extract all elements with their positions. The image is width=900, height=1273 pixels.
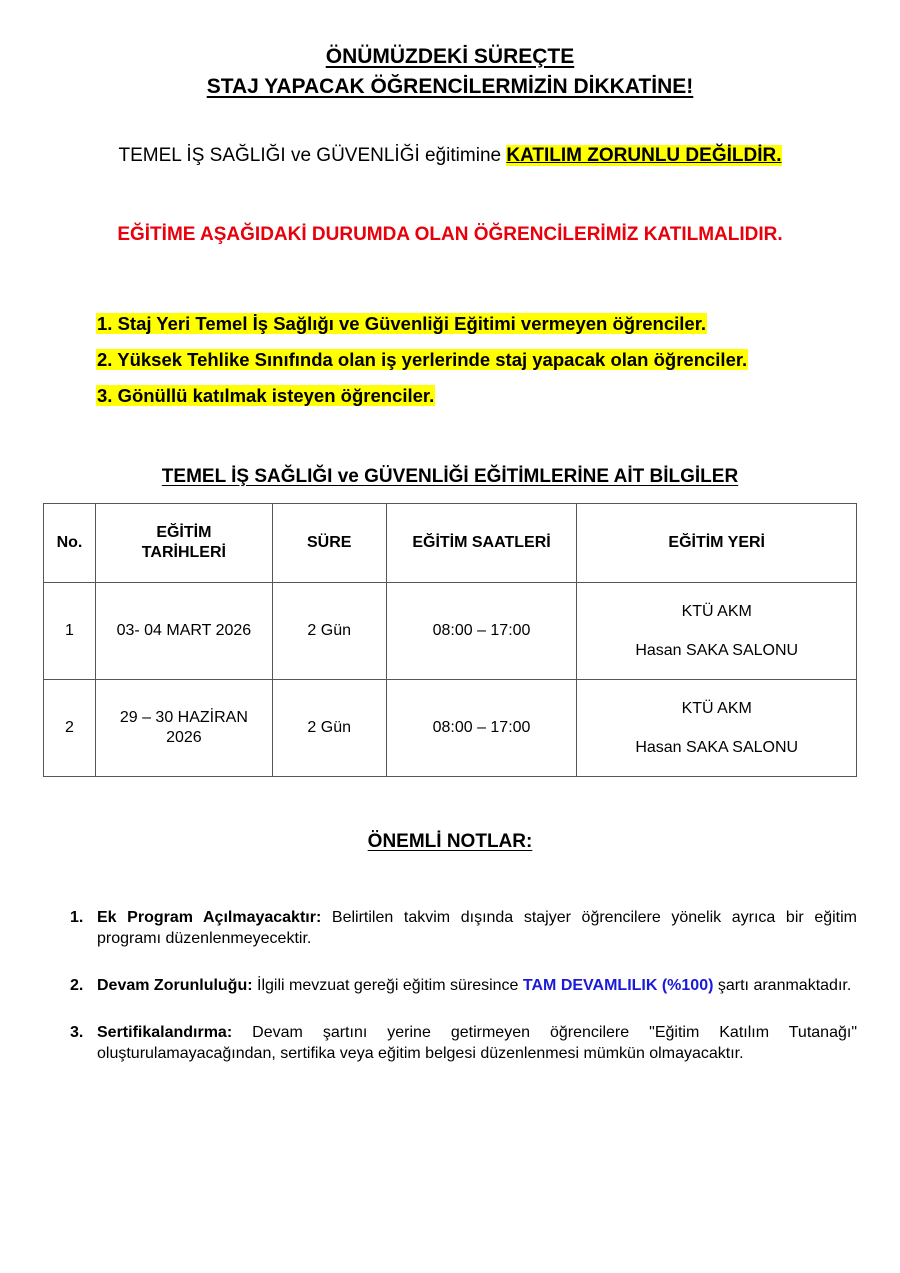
cell-no: 2: [44, 680, 96, 777]
requirement-item: 2. Yüksek Tehlike Sınıfında olan iş yerlerinde staj yapacak olan öğrenciler.: [97, 349, 748, 370]
table-row: [44, 583, 857, 680]
cell-dates: 03- 04 MART 2026: [95, 583, 272, 680]
note-item: 2. Devam Zorunluluğu: İlgili mevzuat gereği eğitim süresince TAM DEVAMLILIK (%100) şartı aranmaktadır.: [70, 977, 852, 994]
note-item: 1. Ek Program Açılmayacaktır: Belirtilen takvim dışında stajyer öğrencilere yönelik ayrıca bir eğitim programı düzenlenmeyecektir.: [70, 909, 858, 947]
cell-dates: 29 – 30 HAZİRAN 2026: [95, 680, 272, 777]
cell-duration: 2 Gün: [272, 680, 386, 777]
header-no: No.: [44, 504, 96, 583]
cell-hours: 08:00 – 17:00: [386, 680, 577, 777]
header-hours: EĞİTİM SAATLERİ: [386, 504, 577, 583]
training-info-table: [43, 503, 857, 777]
cell-place: KTÜ AKM Hasan SAKA SALONU: [577, 583, 857, 680]
table-row: [44, 680, 857, 777]
cell-duration: 2 Gün: [272, 583, 386, 680]
notes-section-title: ÖNEMLİ NOTLAR:: [367, 831, 533, 852]
cell-no: 1: [44, 583, 96, 680]
notes-list: [70, 907, 857, 1090]
document-title: [0, 42, 900, 102]
title-line-2: STAJ YAPACAK ÖĞRENCİLERMİZİN DİKKATİNE!: [206, 75, 694, 98]
requirement-item: 1. Staj Yeri Temel İş Sağlığı ve Güvenliği Eğitimi vermeyen öğrenciler.: [97, 313, 707, 334]
table-header-row: [44, 504, 857, 583]
attendance-emphasis: TAM DEVAMLILIK (%100): [522, 977, 714, 994]
intro-text: TEMEL İŞ SAĞLIĞI ve GÜVENLİĞİ eğitimine: [118, 145, 507, 166]
header-place: EĞİTİM YERİ: [577, 504, 857, 583]
header-dates: EĞİTİM TARİHLERİ: [95, 504, 272, 583]
header-duration: SÜRE: [272, 504, 386, 583]
cell-hours: 08:00 – 17:00: [386, 583, 577, 680]
table-section-title: TEMEL İŞ SAĞLIĞI ve GÜVENLİĞİ EĞİTİMLERİNE AİT BİLGİLER: [161, 466, 739, 487]
warning-text: EĞİTİME AŞAĞIDAKİ DURUMDA OLAN ÖĞRENCİLERİMİZ KATILMALIDIR.: [117, 224, 783, 245]
requirement-item: 3. Gönüllü katılmak isteyen öğrenciler.: [97, 385, 435, 406]
intro-highlight: KATILIM ZORUNLU DEĞİLDİR.: [506, 145, 782, 166]
intro-statement: [0, 145, 900, 167]
title-line-1: ÖNÜMÜZDEKİ SÜREÇTE: [325, 45, 575, 68]
cell-place: KTÜ AKM Hasan SAKA SALONU: [577, 680, 857, 777]
requirements-list: [96, 312, 748, 420]
note-item: 3. Sertifikalandırma: Devam şartını yerine getirmeyen öğrencilere "Eğitim Katılım Tutanağı" oluşturulamayacağından, sertifika veya eğitim belgesi düzenlenmesi mümkün olmayacaktır.: [70, 1024, 857, 1062]
